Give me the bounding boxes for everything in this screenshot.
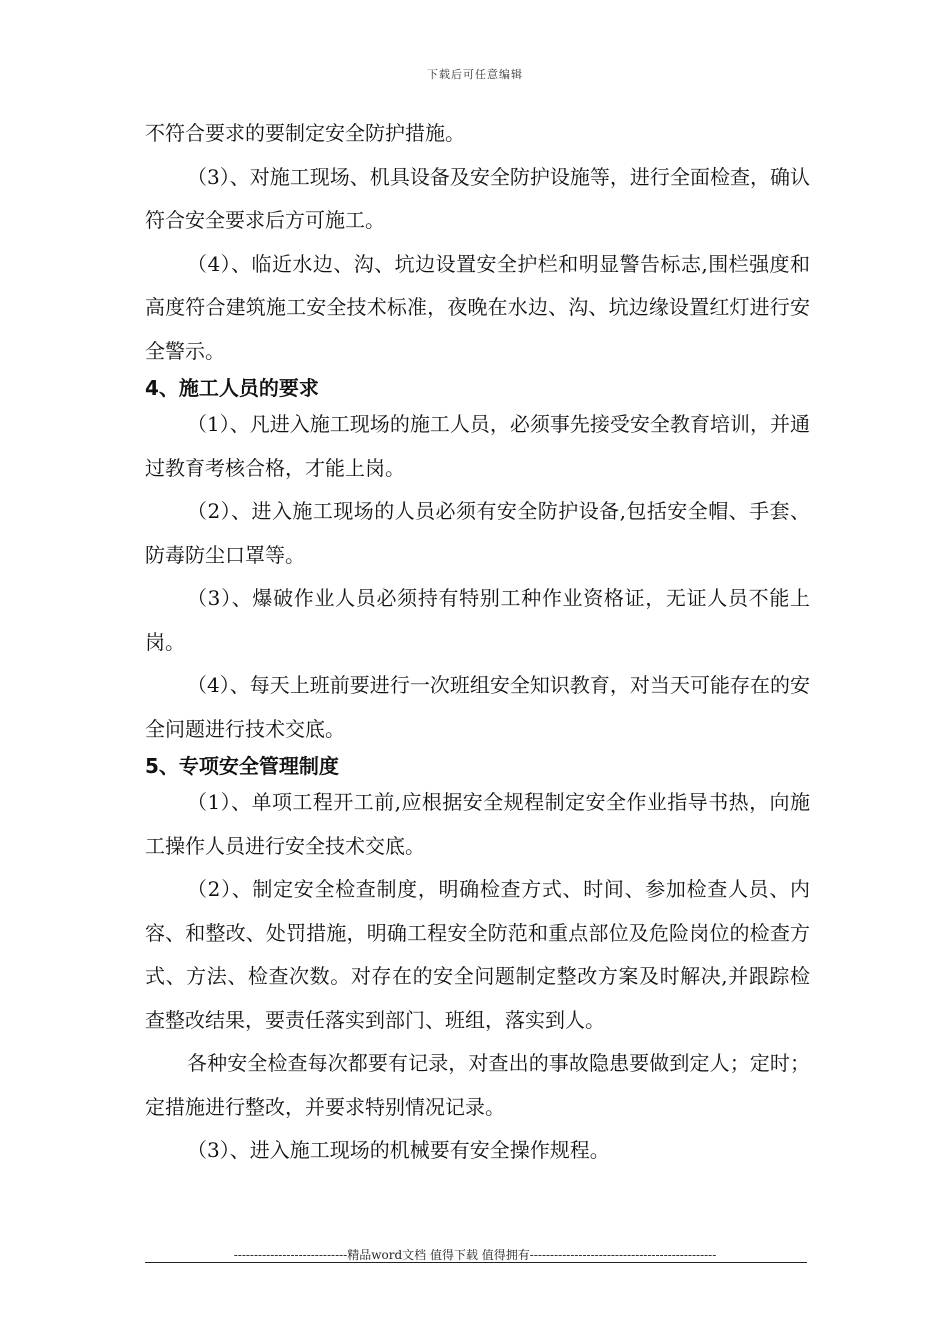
paragraph-management-1: （1）、单项工程开工前,应根据安全规程制定安全作业指导书热，向施工操作人员进行安全技术交底。 xyxy=(145,790,810,858)
paragraph-personnel-3: （3）、爆破作业人员必须持有特别工种作业资格证，无证人员不能上岗。 xyxy=(145,586,810,654)
paragraph-item-3-inspection: （3）、对施工现场、机具设备及安全防护设施等，进行全面检查，确认符合安全要求后方可施工。 xyxy=(145,164,810,232)
section-heading-4: 4、施工人员的要求 xyxy=(145,376,319,400)
paragraph-management-2: （2）、制定安全检查制度，明确检查方式、时间、参加检查人员、内容、和整改、处罚措施，明确工程安全防范和重点部位及危险岗位的检查方式、方法、检查次数。对存在的安全问题制定整改方案及时解决,并跟踪检查整改结果，要责任落实到部门、班组，落实到人。 xyxy=(145,877,810,1032)
page-footer-note: ----------------------------精品word文档 值得下载 值得拥有---------------------------------------------- xyxy=(233,1248,717,1262)
page-header-note: 下载后可任意编辑 xyxy=(427,68,523,81)
paragraph-personnel-1: （1）、凡进入施工现场的施工人员，必须事先接受安全教育培训，并通过教育考核合格，才能上岗。 xyxy=(145,412,810,480)
paragraph-management-3: （3）、进入施工现场的机械要有安全操作规程。 xyxy=(187,1138,610,1162)
document-body xyxy=(145,112,810,1173)
paragraph-personnel-4: （4）、每天上班前要进行一次班组安全知识教育，对当天可能存在的安全问题进行技术交底。 xyxy=(145,673,810,741)
section-heading-5: 5、专项安全管理制度 xyxy=(145,754,339,778)
paragraph-item-4-guardrails: （4）、临近水边、沟、坑边设置安全护栏和明显警告标志,围栏强度和高度符合建筑施工安全技术标准，夜晚在水边、沟、坑边缘设置红灯进行安全警示。 xyxy=(145,251,810,363)
footer-divider xyxy=(145,1262,807,1263)
paragraph-inspection-records: 各种安全检查每次都要有记录，对查出的事故隐患要做到定人；定时；定措施进行整改，并要求特别情况记录。 xyxy=(145,1051,810,1119)
paragraph-personnel-2: （2）、进入施工现场的人员必须有安全防护设备,包括安全帽、手套、防毒防尘口罩等。 xyxy=(145,499,810,567)
paragraph-safety-measures: 不符合要求的要制定安全防护措施。 xyxy=(145,121,465,145)
